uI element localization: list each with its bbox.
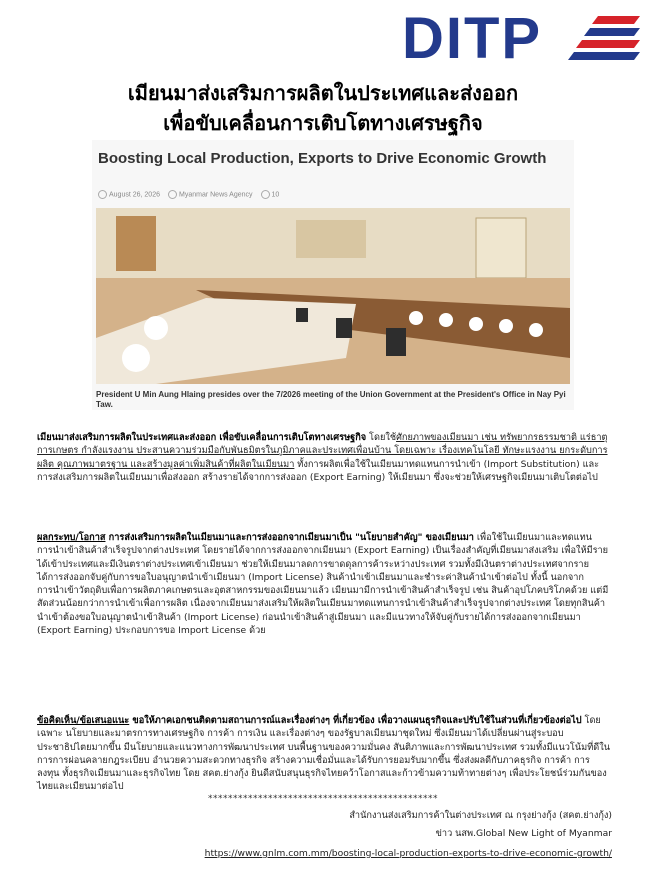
summary-mid: โดยใช้ [366, 432, 397, 443]
meeting-photo [96, 208, 570, 384]
ditp-logo-text: DITP [402, 8, 543, 68]
paragraph-summary [37, 431, 611, 484]
separator-stars: ********************************************** [208, 794, 438, 804]
source-news: ข่าว นสพ.Global New Light of Myanmar [435, 828, 612, 839]
flag-stripes-icon [568, 16, 640, 60]
article-screenshot [92, 140, 574, 410]
photo-caption: President U Min Aung Hlaing presides over the 7/2026 meeting of the Union Government at the President's Office in Nay Pyi Taw. [96, 390, 566, 409]
article-date: August 26, 2026 [109, 191, 160, 199]
recommendation-bold: ขอให้ภาคเอกชนติดตามสถานการณ์และเรื่องต่างๆ ที่เกี่ยวข้อง เพื่อวางแผนธุรกิจและปรับใช้ในส่วนที่เกี่ยวข้องต่อไป [129, 715, 582, 726]
article-headline: Boosting Local Production, Exports to Drive Economic Growth [98, 150, 547, 167]
recommendation-heading: ข้อคิดเห็น/ข้อเสนอแนะ [37, 715, 130, 726]
summary-lead: เมียนมาส่งเสริมการผลิตในประเทศและส่งออก เพื่อขับเคลื่อนการเติบโตทางเศรษฐกิจ [37, 432, 367, 443]
page-title-line1: เมียนมาส่งเสริมการผลิตในประเทศและส่งออก [127, 81, 519, 105]
impact-rest: เพื่อใช้ในเมียนมาและทดแทนการนำเข้าสินค้าสำเร็จรูปจากต่างประเทศ โดยรายได้จากการส่งออกจากเมียนมา (Export Earning) เป็นเรื่องสำคัญที่เมียนมาส่งเสริม เพื่อให้มีรายได้เข้าประเทศและมีเงินตราต่างประเทศเข้าเมียนมา ช่วยให้เมียนมาลดการขาดดุลการค้าระหว่างประเทศ รวมทั้งมีเงินตราต่างประเทศจากรายได้การส่งออกจับคู่กับการขอใบอนุญาตนำเข้าเมียนมา (Import License) สินค้านำเข้าเมียนมาและชำระค่าสินค้านำเข้าต่อไป ทั้งนี้ นอกจากการนำเข้าวัตถุดิบเพื่อการผลิตภาคเกษตรและอุตสาหกรรมของเมียนมาแล้ว เมียนมามีการนำเข้าสินค้าสำเร็จรูป เช่น สินค้าอุปโภคบริโภคด้วย แต่มีสัดส่วนน้อยกว่าการนำเข้าเพื่อการผลิต เนื่องจากเมียนมาส่งเสริมให้ผลิตในเมียนมาทดแทนการนำเข้าสินค้าสำเร็จรูปจากต่างประเทศ โดยทุกสินค้านำเข้าต้องขอใบอนุญาตนำเข้าสินค้า (Import License) ก่อนนำเข้าสินค้าสู่เมียนมา และมีแนวทางให้จับคู่กับรายได้การส่งออกจากเมียนมา (Export Earning) ประกอบการขอ Import License ด้วย [37, 532, 609, 637]
impact-heading: ผลกระทบ/โอกาส [37, 532, 106, 543]
article-agency: Myanmar News Agency [179, 191, 253, 199]
eye-icon [261, 190, 270, 199]
page-title-line2: เพื่อขับเคลื่อนการเติบโตทางเศรษฐกิจ [163, 111, 483, 135]
source-url-link[interactable]: https://www.gnlm.com.mm/boosting-local-production-exports-to-drive-economic-growth/ [204, 848, 612, 859]
impact-bold: การส่งเสริมการผลิตในเมียนมาและการส่งออกจากเมียนมาเป็น "นโยบายสำคัญ" ของเมียนมา [105, 532, 474, 543]
article-views: 10 [271, 191, 280, 199]
paragraph-impact [37, 531, 611, 637]
user-icon [168, 190, 177, 199]
views-meta [261, 190, 280, 199]
summary-rest: ทั้งการผลิตเพื่อใช้ในเมียนมาทดแทนการนำเข้า (Import Substitution) และการส่งเสริมการผลิตในเมียนมาเพื่อส่งออก สร้างรายได้จากการส่งออก (Export Earning) ให้เมียนมา ซึ่งจะช่วยให้เศรษฐกิจเมียนมาเติบโตต่อไป [37, 458, 600, 483]
summary-underlined: ศักยภาพของเมียนมา เช่น ทรัพยากรธรรมชาติ แร่ธาตุ การเกษตร กำลังแรงงาน ประสานความร่วมมือกับพันธมิตรในภูมิภาคและประเทศเพื่อนบ้าน โดยเฉพาะ เรื่องเทคโนโลยี ทักษะแรงงาน ยกระดับการผลิต คุณภาพมาตรฐาน และสร้างมูลค่าเพิ่มสินค้าที่ผลิตในเมียนมา [37, 432, 608, 470]
agency-meta [168, 190, 253, 199]
date-meta [98, 190, 160, 199]
ditp-logo [402, 8, 640, 68]
source-office: สำนักงานส่งเสริมการค้าในต่างประเทศ ณ กรุงย่างกุ้ง (สคต.ย่างกุ้ง) [349, 810, 612, 821]
clock-icon [98, 190, 107, 199]
recommendation-rest: โดยเฉพาะ นโยบายและมาตรการทางเศรษฐกิจ การค้า การเงิน และเรื่องต่างๆ ของรัฐบาลเมียนมาชุดใหม่ ซึ่งเมียนมาได้เปลี่ยนผ่านสู่ระบอบประชาธิปไตยมากขึ้น มีนโยบายและแนวทางการพัฒนาประเทศ บนพื้นฐานของความมั่นคง สันติภาพและการพัฒนาประเทศ รวมทั้งมีแนวโน้มที่ดีในการการผ่อนคลายกฎระเบียบ อำนวยความสะดวกทางธุรกิจ สร้างความเชื่อมั่นและได้รับการยอมรับมากขึ้น ซึ่งส่งผลดีกับภาคธุรกิจ การค้า การลงทุน ทั้งธุรกิจเมียนมาและธุรกิจไทย โดย สคต.ย่างกุ้ง ยินดีสนับสนุนธุรกิจไทยคว้าโอกาสและก้าวข้ามความท้าทายต่างๆ เพื่อประโยชน์ร่วมกันของไทยและเมียนมาต่อไป [37, 715, 610, 793]
article-meta [98, 190, 279, 199]
paragraph-recommendation [37, 714, 611, 794]
